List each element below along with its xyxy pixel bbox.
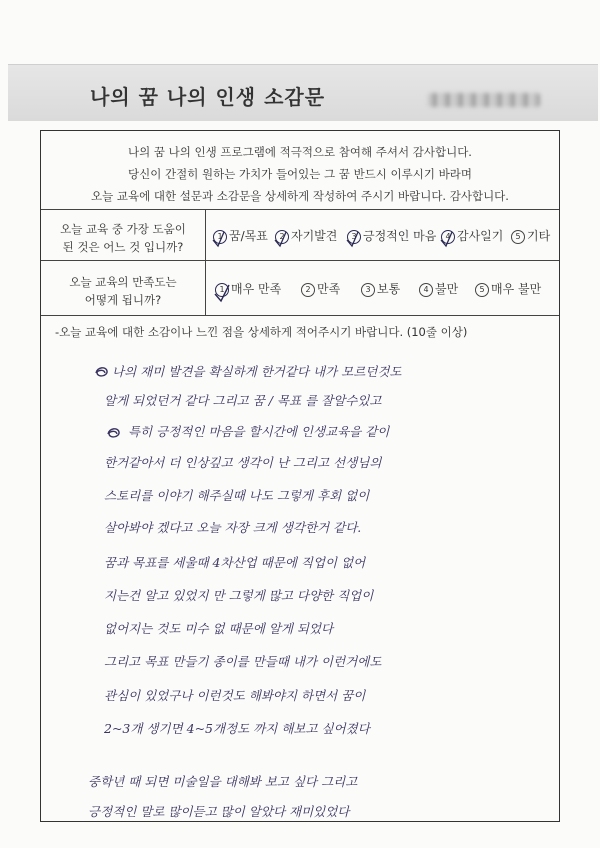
satisfaction-checkmark <box>212 282 236 304</box>
scribble-mark <box>94 365 110 379</box>
page-title: 나의 꿈 나의 인생 소감문 <box>90 85 326 109</box>
handwritten-line: 알게 되었던거 같다 그리고 꿈 / 목표 를 잘알수있고 <box>104 393 382 408</box>
writing-instruction: -오늘 교육에 대한 소감이나 느낀 점을 상세하게 적어주시기 바랍니다. (10줄 이상) <box>55 325 468 339</box>
helpful-option-3[interactable]: 3 긍정적인 마음 <box>347 227 436 244</box>
intro-line-3: 오늘 교육에 대한 설문과 소감문을 상세하게 작성하여 주시기 바랍니다. 감사합니다. <box>91 189 509 203</box>
handwritten-line: 2~3개 생기면 4~5개정도 까지 해보고 싶어졌다 <box>104 721 370 736</box>
handwritten-line: 지는건 알고 있었지 만 그렇게 많고 다양한 직업이 <box>104 588 374 603</box>
satisfaction-option-3[interactable]: 3 보통 <box>361 280 400 297</box>
redacted-name <box>428 93 540 107</box>
handwritten-line: 나의 재미 발견을 확실하게 한거같다 내가 모르던것도 <box>112 364 402 379</box>
handwritten-line: 한거같아서 더 인상깊고 생각이 난 그리고 선생님의 <box>104 455 382 470</box>
helpful-option-5[interactable]: 5 기타 <box>511 227 550 244</box>
intro-line-1: 나의 꿈 나의 인생 프로그램에 적극적으로 참여해 주셔서 감사합니다. <box>128 145 472 159</box>
handwritten-line: 긍정적인 말로 많이듣고 많이 알았다 재미있었다 <box>88 804 350 819</box>
helpful-option-1[interactable]: 1 꿈/목표 <box>213 227 268 244</box>
handwritten-line: 그리고 목표 만들기 종이를 만들때 내가 이런거에도 <box>104 654 382 669</box>
handwritten-line: 스토리를 이야기 해주실때 나도 그렇게 후회 없이 <box>104 488 370 503</box>
intro-section <box>41 131 559 210</box>
handwritten-line: 관심이 있었구나 이런것도 해봐야지 하면서 꿈이 <box>104 688 366 703</box>
helpful-option-2[interactable]: 2 자기발견 <box>275 227 337 244</box>
scribble-mark <box>106 426 122 440</box>
handwritten-line: 살아봐야 겠다고 오늘 자장 크게 생각한거 같다. <box>104 520 362 535</box>
satisfaction-option-2[interactable]: 2 만족 <box>301 280 340 297</box>
satisfaction-option-5[interactable]: 5 매우 불만 <box>475 280 541 297</box>
intro-line-2: 당신이 간절히 원하는 가치가 들어있는 그 꿈 반드시 이루시기 바라며 <box>128 167 472 181</box>
question-satisfaction-row <box>41 261 559 316</box>
handwritten-line: 없어지는 것도 미수 없 때문에 알게 되었다 <box>104 621 334 636</box>
option-checkmarks <box>210 228 570 250</box>
handwritten-line: 꿈과 목표를 세울때 4차산업 때문에 직업이 없어 <box>104 555 366 570</box>
satisfaction-option-1[interactable]: 1 매우 만족 <box>215 280 281 297</box>
question-helpful-label: 오늘 교육 중 가장 도움이 된 것은 어느 것 입니까? <box>41 210 206 260</box>
handwritten-line: 특히 긍정적인 마음을 할시간에 인생교육을 같이 <box>128 424 390 439</box>
handwritten-line: 중학년 때 되면 미술일을 대해봐 보고 싶다 그리고 <box>88 774 358 789</box>
page-header <box>8 64 598 121</box>
satisfaction-option-4[interactable]: 4 불만 <box>419 280 458 297</box>
question-satisfaction-label: 오늘 교육의 만족도는 어떻게 됩니까? <box>41 261 206 315</box>
helpful-option-4[interactable]: 4 감사일기 <box>441 227 503 244</box>
